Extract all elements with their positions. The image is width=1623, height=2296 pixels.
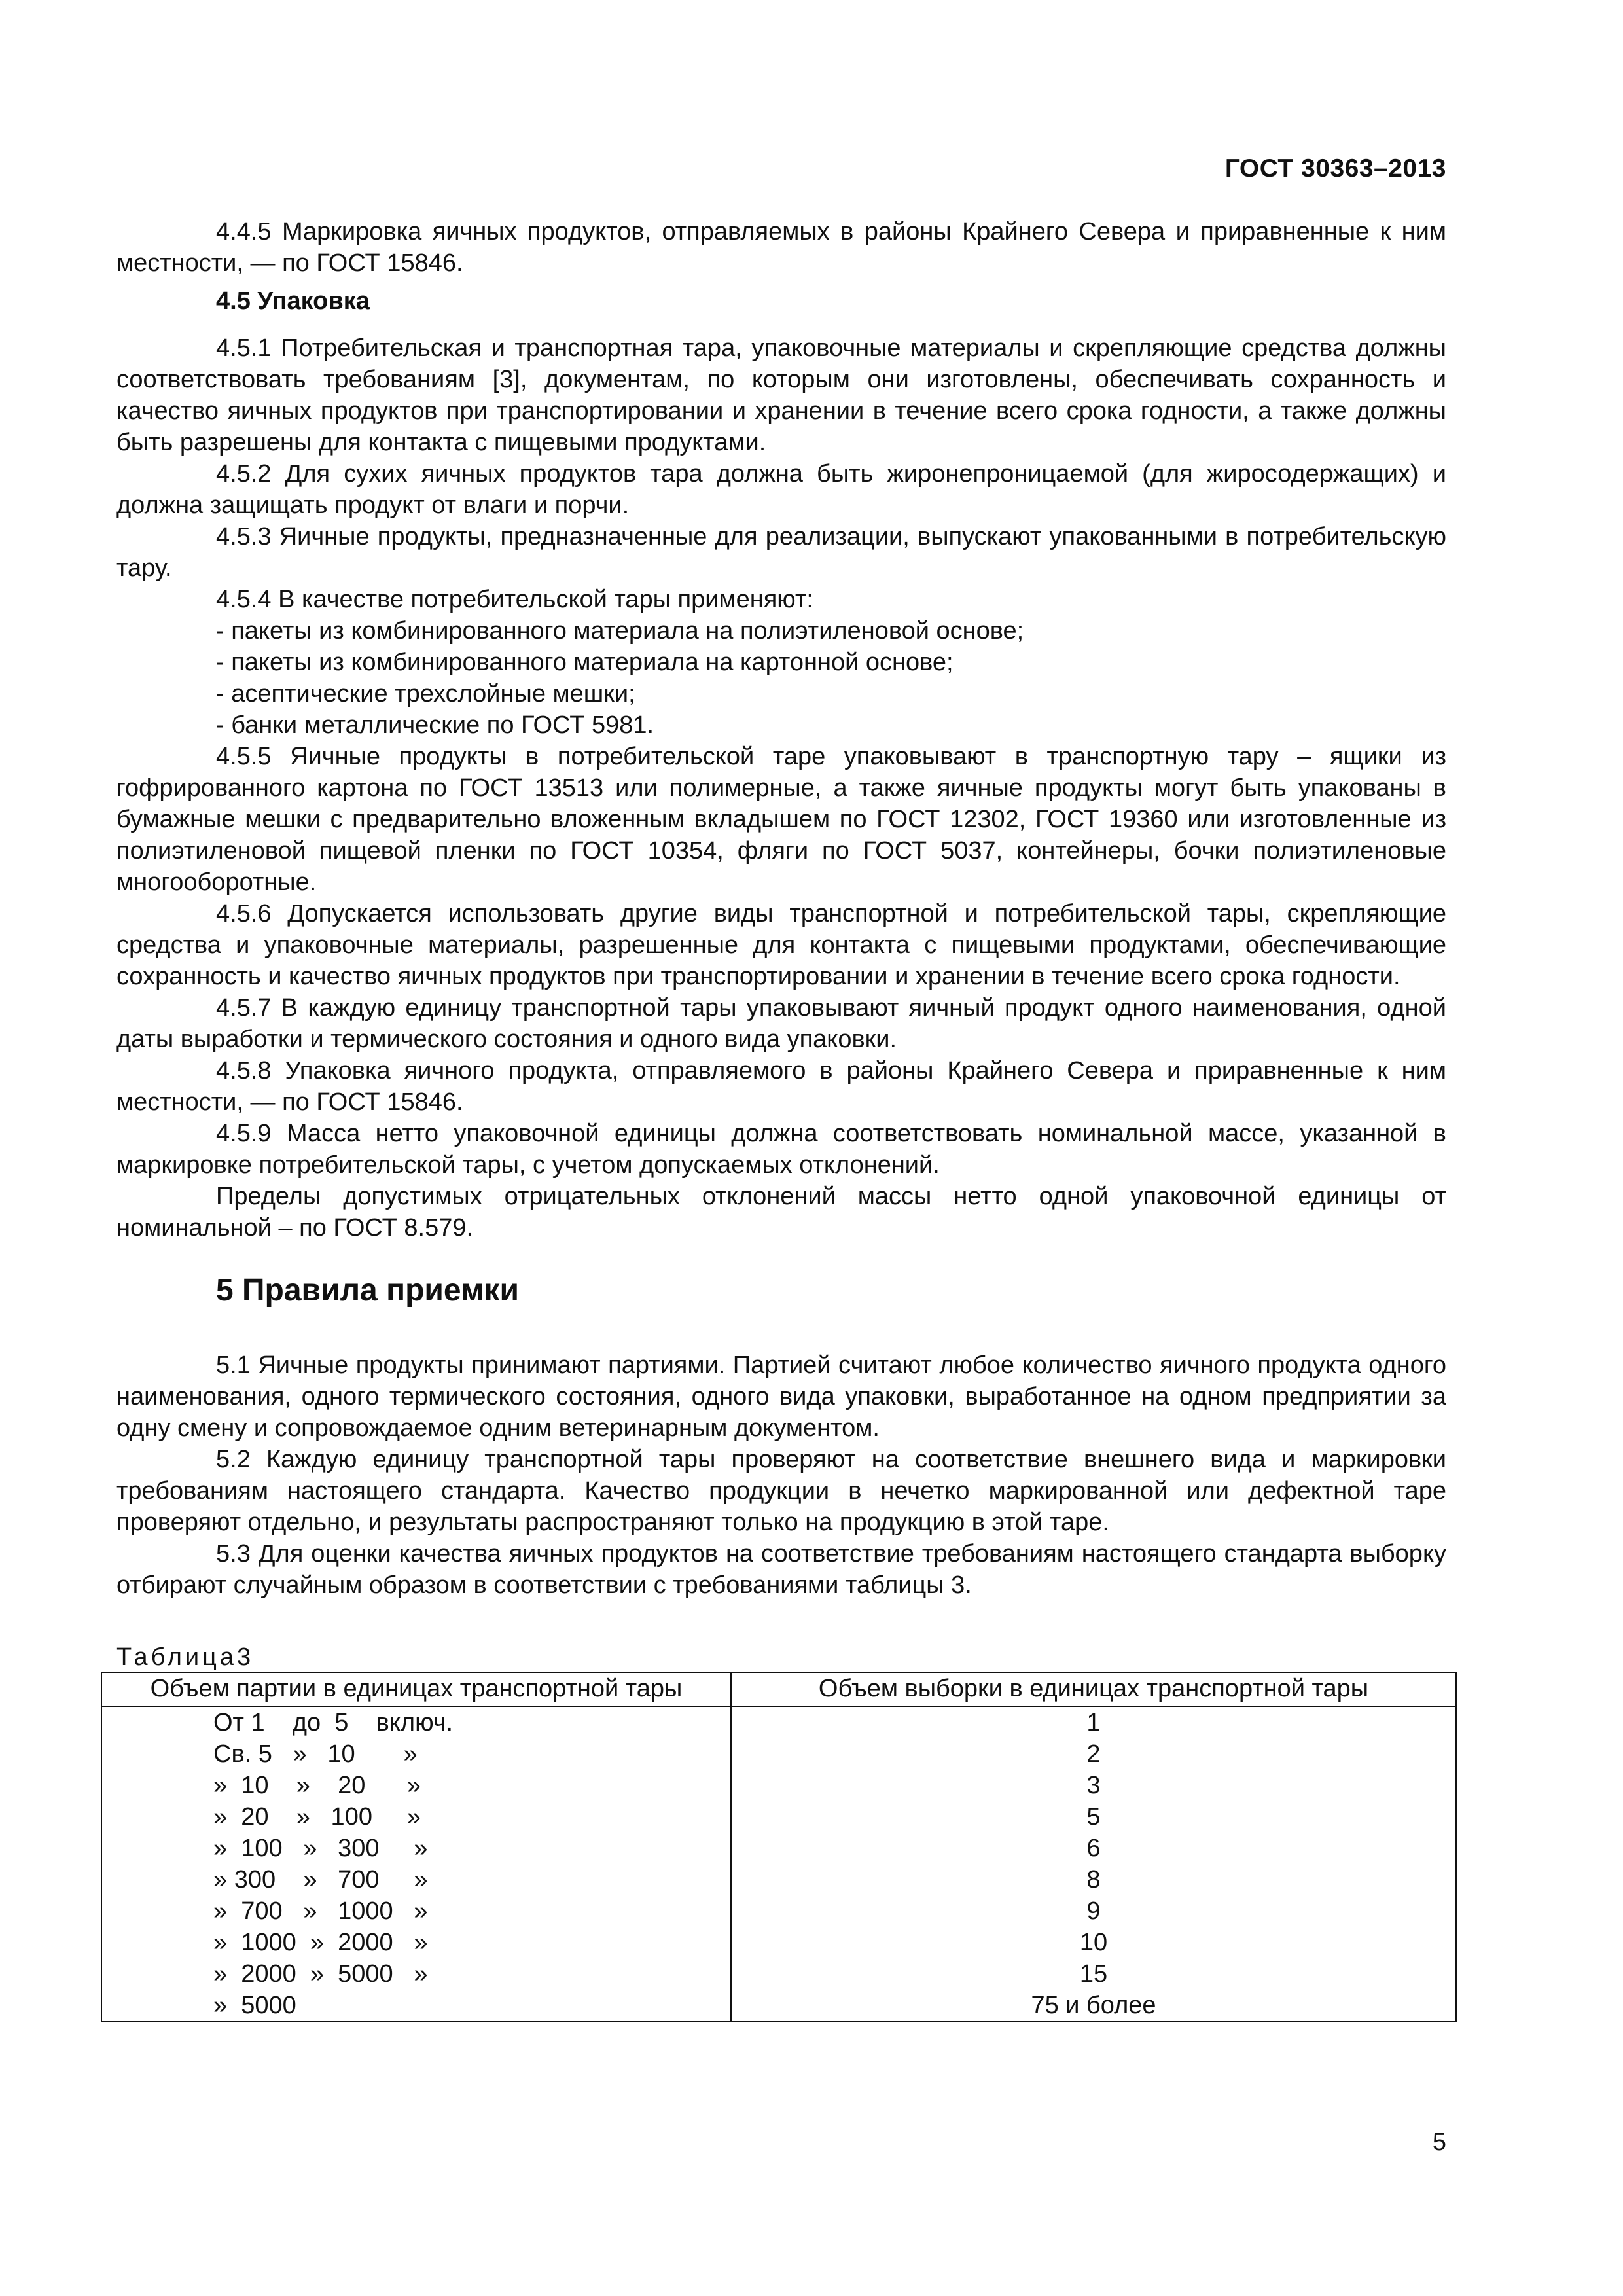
lot-size-cell: » 20 » 100 » xyxy=(101,1801,731,1833)
sample-size-cell: 6 xyxy=(731,1833,1456,1864)
table-row xyxy=(101,1706,1456,1738)
sample-size-cell: 5 xyxy=(731,1801,1456,1833)
sample-size-cell: 1 xyxy=(731,1706,1456,1738)
heading-4-5: 4.5 Упаковка xyxy=(216,287,370,315)
table-row xyxy=(101,1927,1456,1958)
table-caption: Таблица3 xyxy=(116,1643,255,1671)
column-header-sample-size: Объем выборки в единицах транспортной тары xyxy=(731,1672,1456,1706)
paragraph-5-3: 5.3 Для оценки качества яичных продуктов на соответствие требованиям настоящего стандарта выборку отбирают случайным образом в соответствии с требованиями таблицы 3. xyxy=(116,1540,1446,1599)
sample-size-cell: 3 xyxy=(731,1770,1456,1801)
lot-size-cell: » 300 » 700 » xyxy=(101,1864,731,1895)
paragraph-limits: Пределы допустимых отрицательных отклонений массы нетто одной упаковочной единицы от номинальной – по ГОСТ 8.579. xyxy=(116,1183,1446,1242)
paragraph-5-1: 5.1 Яичные продукты принимают партиями. Партией считают любое количество яичного продукта одного наименования, одного термического состояния, одного вида упаковки, выработанное на одном предприятии за одну смену и сопровождаемое одним ветеринарным документом. xyxy=(116,1352,1446,1442)
table-header-row xyxy=(101,1672,1456,1706)
lot-size-cell: » 2000 » 5000 » xyxy=(101,1958,731,1990)
document-body xyxy=(116,216,1446,2022)
paragraph-4-5-4: 4.5.4 В качестве потребительской тары применяют: xyxy=(216,586,813,613)
sample-size-cell: 2 xyxy=(731,1738,1456,1770)
sample-size-cell: 15 xyxy=(731,1958,1456,1990)
list-item: - пакеты из комбинированного материала на полиэтиленовой основе; xyxy=(216,617,1024,645)
table-row xyxy=(101,1738,1456,1770)
sample-size-cell: 9 xyxy=(731,1895,1456,1927)
paragraph-4-5-7: 4.5.7 В каждую единицу транспортной тары упаковывают яичный продукт одного наименования, одной даты выработки и термического состояния и одного вида упаковки. xyxy=(116,994,1446,1053)
sample-size-cell: 8 xyxy=(731,1864,1456,1895)
paragraph-4-4-5: 4.4.5 Маркировка яичных продуктов, отправляемых в районы Крайнего Севера и приравненные к ним местности, — по ГОСТ 15846. xyxy=(116,218,1446,277)
table-row xyxy=(101,1801,1456,1833)
paragraph-4-5-2: 4.5.2 Для сухих яичных продуктов тара должна быть жиронепроницаемой (для жиросодержащих) и должна защищать продукт от влаги и порчи. xyxy=(116,460,1446,519)
table-row xyxy=(101,1990,1456,2022)
lot-size-cell: » 100 » 300 » xyxy=(101,1833,731,1864)
table-row xyxy=(101,1958,1456,1990)
table-row xyxy=(101,1895,1456,1927)
page-number: 5 xyxy=(1432,2128,1446,2156)
paragraph-4-5-5: 4.5.5 Яичные продукты в потребительской таре упаковывают в транспортную тару – ящики из гофрированного картона по ГОСТ 13513 или полимерные, а также яичные продукты могут быть упакованы в бумажные мешки с предварительно вложенным вкладышем по ГОСТ 12302, ГОСТ 19360 или изготовленные из полиэтиленовой пищевой пленки по ГОСТ 10354, фляги по ГОСТ 5037, контейнеры, бочки полиэтиленовые многооборотные. xyxy=(116,743,1446,896)
list-item: - банки металлические по ГОСТ 5981. xyxy=(216,711,654,739)
table-row xyxy=(101,1770,1456,1801)
lot-size-cell: » 1000 » 2000 » xyxy=(101,1927,731,1958)
sample-size-cell: 75 и более xyxy=(731,1990,1456,2022)
lot-size-cell: » 10 » 20 » xyxy=(101,1770,731,1801)
lot-size-cell: » 5000 xyxy=(101,1990,731,2022)
paragraph-4-5-6: 4.5.6 Допускается использовать другие виды транспортной и потребительской тары, скрепляющие средства и упаковочные материалы, разрешенные для контакта с пищевыми продуктами, обеспечивающие сохранность и качество яичных продуктов при транспортировании и хранении в течение всего срока годности. xyxy=(116,900,1446,990)
lot-size-cell: От 1 до 5 включ. xyxy=(101,1706,731,1738)
table-row xyxy=(101,1833,1456,1864)
section-heading-5: 5 Правила приемки xyxy=(216,1273,520,1308)
sample-size-cell: 10 xyxy=(731,1927,1456,1958)
document-header: ГОСТ 30363–2013 xyxy=(1224,154,1446,183)
list-item: - асептические трехслойные мешки; xyxy=(216,680,635,708)
paragraph-4-5-1: 4.5.1 Потребительская и транспортная тара, упаковочные материалы и скрепляющие средства должны соответствовать требованиям [3], документам, по которым они изготовлены, обеспечивать сохранность и качество яичных продуктов при транспортировании и хранении в течение всего срока годности, а также должны быть разрешены для контакта с пищевыми продуктами. xyxy=(116,334,1446,456)
list-item: - пакеты из комбинированного материала на картонной основе; xyxy=(216,649,954,676)
paragraph-4-5-9: 4.5.9 Масса нетто упаковочной единицы должна соответствовать номинальной массе, указанной в маркировке потребительской тары, с учетом допускаемых отклонений. xyxy=(116,1120,1446,1179)
lot-size-cell: Св. 5 » 10 » xyxy=(101,1738,731,1770)
lot-size-cell: » 700 » 1000 » xyxy=(101,1895,731,1927)
paragraph-4-5-8: 4.5.8 Упаковка яичного продукта, отправляемого в районы Крайнего Севера и приравненные к ним местности, — по ГОСТ 15846. xyxy=(116,1057,1446,1116)
sample-size-table xyxy=(101,1672,1457,2022)
paragraph-4-5-3: 4.5.3 Яичные продукты, предназначенные для реализации, выпускают упакованными в потребительскую тару. xyxy=(116,523,1446,582)
column-header-lot-size: Объем партии в единицах транспортной тары xyxy=(101,1672,731,1706)
paragraph-5-2: 5.2 Каждую единицу транспортной тары проверяют на соответствие внешнего вида и маркировки требованиям настоящего стандарта. Качество продукции в нечетко маркированной или дефектной таре проверяют отдельно, и результаты распространяют только на продукцию в этой таре. xyxy=(116,1446,1446,1536)
table-row xyxy=(101,1864,1456,1895)
